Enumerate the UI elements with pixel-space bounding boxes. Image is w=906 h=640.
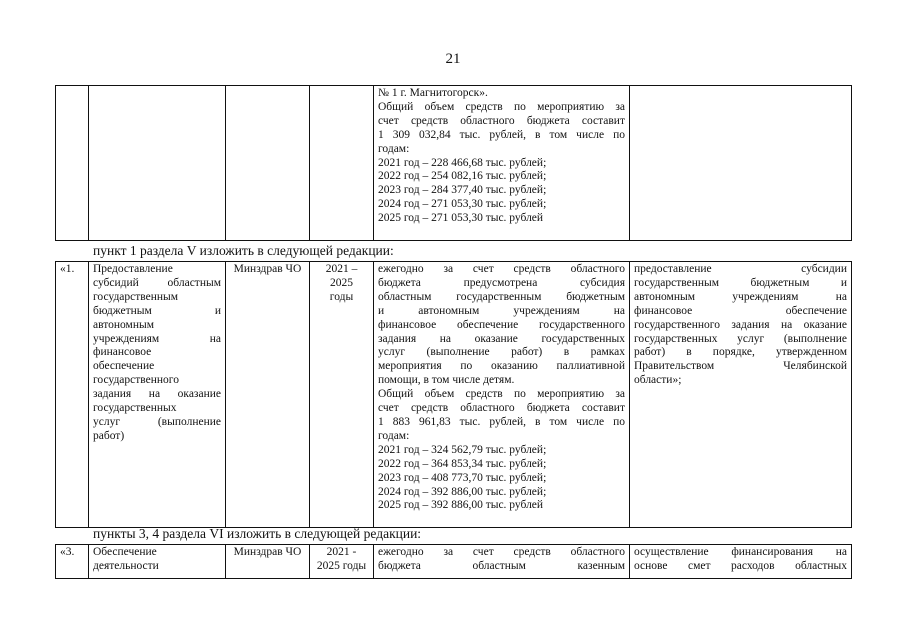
cell-description	[374, 545, 630, 579]
cell-number	[56, 86, 89, 241]
description-line: ежегодно за счет средств областного	[378, 263, 625, 275]
name-line: государственным	[93, 290, 179, 303]
description-line: Общий объем средств по мероприятию за	[378, 100, 625, 113]
result-line: автономным учреждениям на	[634, 290, 847, 303]
cell-name	[89, 86, 226, 241]
name-line: работ)	[93, 429, 125, 442]
cell-executor	[226, 86, 310, 241]
table-row-item-1	[55, 261, 852, 528]
description-line: 2023 год – 284 377,40 тыс. рублей;	[378, 184, 547, 197]
result-line: работ) в порядке, утвержденном	[634, 346, 847, 359]
period-line: годы	[329, 290, 354, 303]
description-line: счет средств областного бюджета составит	[378, 402, 625, 415]
name-line: Обеспечение	[93, 546, 157, 558]
page-number: 21	[445, 51, 461, 67]
cell-name	[89, 545, 226, 579]
name-line: финансовое	[93, 346, 152, 359]
description-line: областным государственным бюджетным	[378, 290, 625, 303]
name-line: задания на оказание	[93, 388, 221, 401]
result-line: предоставление субсидии	[634, 263, 847, 275]
cell-number: «3.	[56, 545, 89, 579]
name-line: субсидий областным	[93, 276, 221, 289]
description-line: бюджета предусмотрена субсидия	[378, 276, 625, 289]
result-line: Правительством Челябинской	[634, 360, 847, 373]
description-line: 2023 год – 408 773,70 тыс. рублей;	[378, 471, 547, 484]
description-line: ежегодно за счет средств областного	[378, 546, 625, 558]
name-line: государственных	[93, 402, 177, 415]
description-line: и автономным учреждениям на	[378, 304, 625, 317]
description-line: задания на оказание государственных	[378, 332, 625, 345]
result-line: финансовое обеспечение	[634, 304, 847, 317]
table-row-item-3	[55, 544, 852, 579]
cell-period	[310, 545, 374, 579]
cell-result	[630, 86, 852, 241]
name-line: учреждениям на	[93, 332, 221, 345]
description-line: 2024 год – 271 053,30 тыс. рублей;	[378, 198, 547, 211]
description-line: 2025 год – 271 053,30 тыс. рублей	[378, 212, 544, 225]
table-row-continuation	[55, 85, 852, 241]
result-line: государственных услуг (выполнение	[634, 332, 847, 345]
description-line: 2021 год – 324 562,79 тыс. рублей;	[378, 443, 547, 456]
result-line: области»;	[634, 374, 682, 387]
description-line: 2024 год – 392 886,00 тыс. рублей;	[378, 485, 547, 498]
description-line: услуг (выполнение работ) в рамках	[378, 346, 625, 359]
cell-executor: Минздрав ЧО	[226, 545, 310, 579]
description-line: 2021 год – 228 466,68 тыс. рублей;	[378, 156, 547, 169]
description-line: 1 883 961,83 тыс. рублей, в том числе по	[378, 415, 625, 428]
description-line: годам:	[378, 429, 410, 442]
description-line: Общий объем средств по мероприятию за	[378, 388, 625, 401]
description-line: № 1 г. Магнитогорск».	[378, 87, 488, 99]
cell-result	[630, 545, 852, 579]
description-line: 2022 год – 364 853,34 тыс. рублей;	[378, 457, 547, 470]
result-line: основе смет расходов областных	[634, 559, 847, 572]
cell-number: «1.	[56, 262, 89, 528]
cell-period	[310, 86, 374, 241]
cell-executor: Минздрав ЧО	[226, 262, 310, 528]
name-line: Предоставление	[93, 263, 173, 275]
period-line: 2025	[330, 276, 353, 289]
period-line: 2021 –	[325, 263, 358, 275]
period-line: 2021 -	[326, 546, 357, 558]
description-line: годам:	[378, 142, 410, 155]
result-line: государственным бюджетным и	[634, 276, 847, 289]
name-line: деятельности	[93, 559, 159, 572]
description-line: мероприятия по оказанию паллиативной	[378, 360, 625, 373]
cell-name	[89, 262, 226, 528]
result-line: государственного задания на оказание	[634, 318, 847, 331]
description-line: бюджета областным казенным	[378, 559, 625, 572]
cell-result	[630, 262, 852, 528]
instruction-text: пункт 1 раздела V изложить в следующей редакции:	[93, 243, 394, 258]
cell-period	[310, 262, 374, 528]
description-line: финансовое обеспечение государственного	[378, 318, 625, 331]
name-line: услуг (выполнение	[93, 415, 221, 428]
description-line: 1 309 032,84 тыс. рублей, в том числе по	[378, 128, 625, 141]
period-line: 2025 годы	[316, 559, 367, 572]
name-line: автономным	[93, 318, 154, 331]
cell-description	[374, 262, 630, 528]
instruction-text: пункты 3, 4 раздела VI изложить в следующей редакции:	[93, 526, 422, 541]
name-line: бюджетным и	[93, 304, 221, 317]
result-line: осуществление финансирования на	[634, 546, 847, 558]
description-line: 2022 год – 254 082,16 тыс. рублей;	[378, 170, 547, 183]
description-line: помощи, в том числе детям.	[378, 374, 515, 387]
name-line: государственного	[93, 374, 179, 387]
description-line: счет средств областного бюджета составит	[378, 114, 625, 127]
name-line: обеспечение	[93, 360, 155, 373]
cell-description	[374, 86, 630, 241]
description-line: 2025 год – 392 886,00 тыс. рублей	[378, 499, 544, 512]
